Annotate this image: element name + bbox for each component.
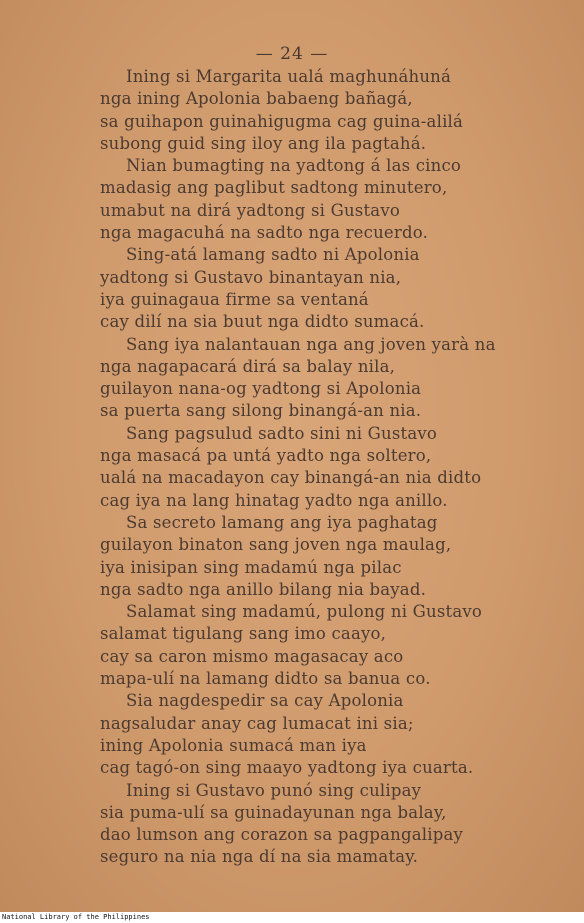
verse-line: guilayon binaton sang joven nga maulag, — [100, 535, 452, 555]
verse-line: Ining si Gustavo punó sing culipay — [126, 780, 422, 800]
verse-line: sa guihapon guinahigugma cag guina-alilá — [100, 111, 464, 131]
verse-line: umabut na dirá yadtong si Gustavo — [100, 200, 400, 220]
verse-line: Sia nagdespedir sa cay Apolonia — [126, 691, 404, 711]
verse-line: sa puerta sang silong binangá-an nia. — [100, 401, 422, 421]
verse-line: seguro na nia nga dí na sia mamatay. — [100, 847, 419, 867]
verse-line: Sang iya nalantauan nga ang joven yarà na — [126, 334, 496, 354]
verse-line: Ining si Margarita ualá maghunáhuná — [126, 67, 452, 86]
verse-line: nga nagapacará dirá sa balay nila, — [100, 356, 396, 376]
verse-line: cay sa caron mismo magasacay aco — [100, 646, 404, 666]
verse-line: cag tagó-on sing maayo yadtong iya cuarta. — [100, 758, 474, 778]
verse-line: iya guinagaua firme sa ventaná — [100, 289, 369, 309]
verse-line: nga masacá pa untá yadto nga soltero, — [100, 446, 432, 466]
verse-line: nga magacuhá na sadto nga recuerdo. — [100, 223, 429, 243]
verse-text-block — [100, 66, 560, 869]
source-footer: National Library of the Philippines — [2, 913, 150, 921]
verse-line: nga sadto nga anillo bilang nia bayad. — [100, 579, 427, 599]
verse-line: mapa-ulí na lamang didto sa banua co. — [100, 669, 431, 689]
verse-line: Sa secreto lamang ang iya paghatag — [126, 512, 438, 532]
verse-line: nga ining Apolonia babaeng bañagá, — [100, 89, 413, 109]
verse-line: sia puma-ulí sa guinadayunan nga balay, — [100, 802, 447, 822]
verse-line: ualá na macadayon cay binangá-an nia didto — [100, 468, 482, 488]
verse-line: ining Apolonia sumacá man iya — [100, 735, 367, 755]
page-number-header: — 24 — — [255, 44, 329, 64]
verse-line: subong guid sing iloy ang ila pagtahá. — [100, 133, 427, 153]
verse-line: Nian bumagting na yadtong á las cinco — [126, 156, 462, 176]
verse-line: cay dilí na sia buut nga didto sumacá. — [100, 312, 425, 332]
verse-line: madasig ang paglibut sadtong minutero, — [100, 178, 448, 198]
verse-line: dao lumson ang corazon sa pagpangalipay — [100, 825, 464, 845]
verse-line: Salamat sing madamú, pulong ni Gustavo — [126, 602, 483, 622]
verse-line: guilayon nana-og yadtong si Apolonia — [100, 379, 422, 399]
verse-line: Sang pagsulud sadto sini ni Gustavo — [126, 423, 438, 443]
verse-line: salamat tigulang sang imo caayo, — [100, 624, 387, 644]
verse-line: cag iya na lang hinatag yadto nga anillo. — [100, 490, 448, 510]
verse-line: nagsaludar anay cag lumacat ini sia; — [100, 713, 414, 733]
verse-line: iya inisipan sing madamú nga pilac — [100, 557, 402, 577]
verse-line: Sing-atá lamang sadto ni Apolonia — [126, 245, 420, 265]
verse-line: yadtong si Gustavo binantayan nia, — [100, 267, 402, 287]
